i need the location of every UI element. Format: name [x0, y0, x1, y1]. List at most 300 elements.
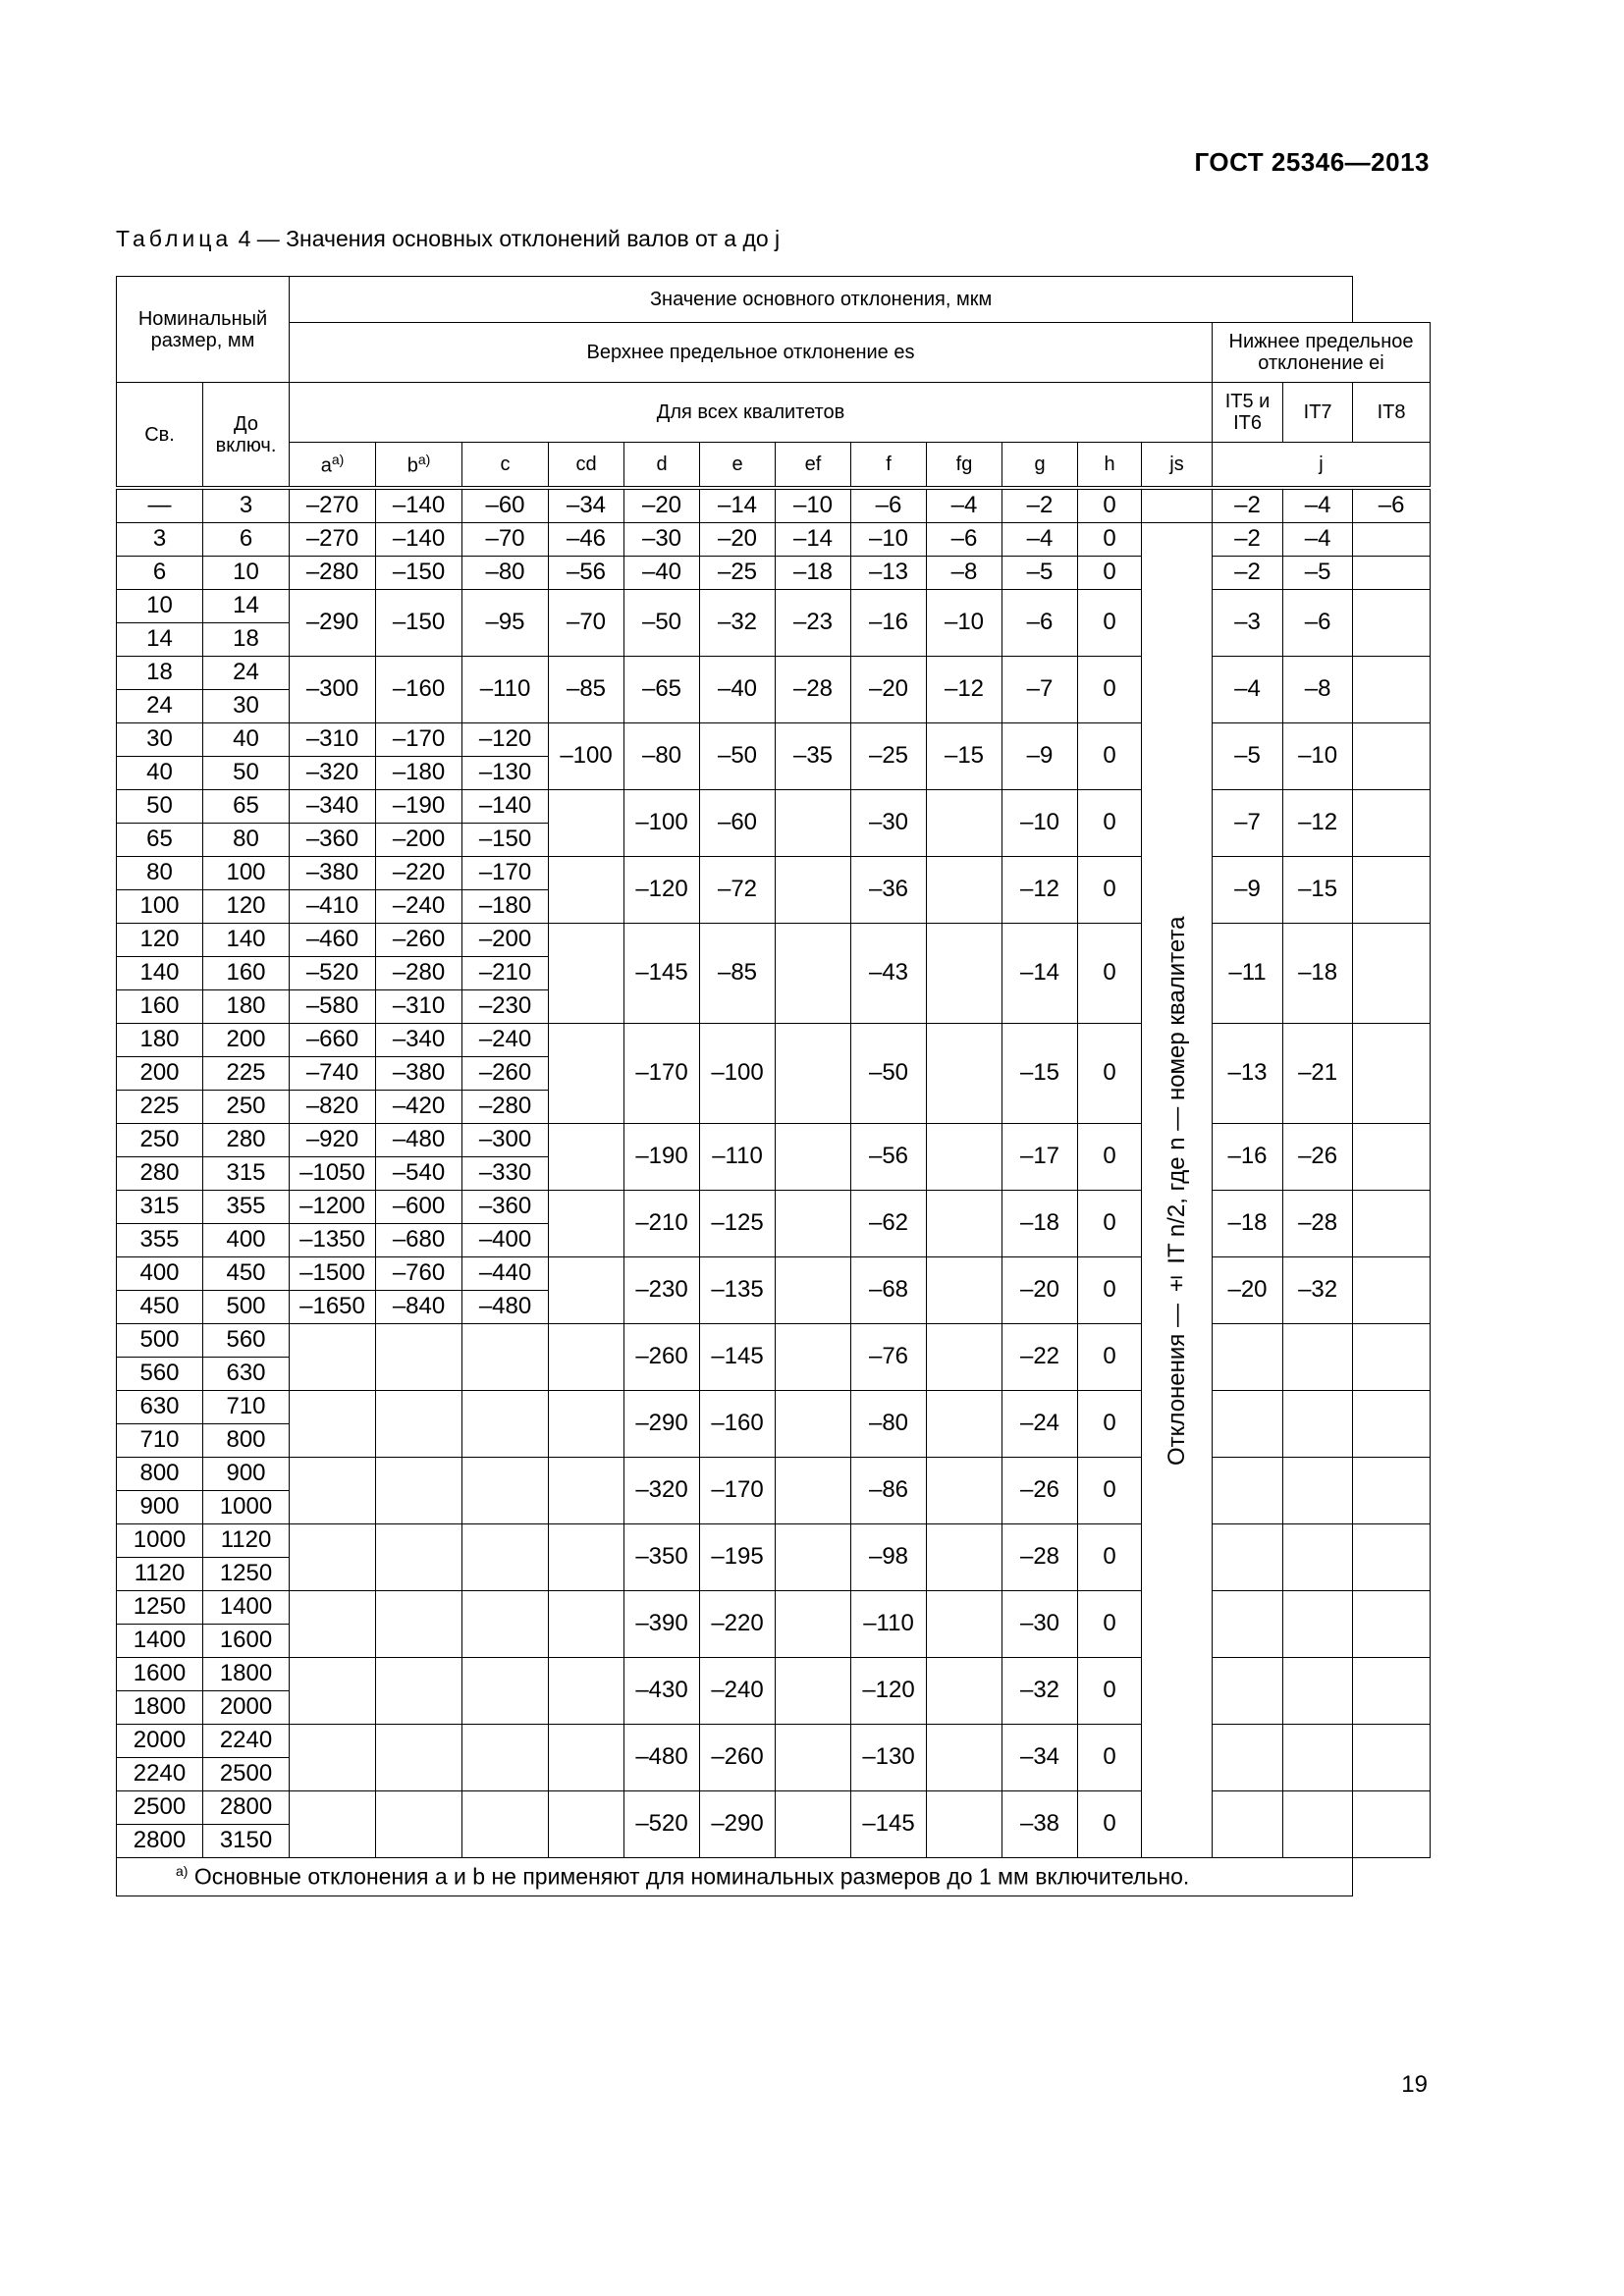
cell-cd: –70 [549, 590, 624, 657]
page-number: 19 [1401, 2071, 1428, 2098]
cell-g: –12 [1002, 857, 1078, 924]
header-all-grades: Для всех квалитетов [290, 383, 1213, 443]
header-col-js-label: js [1169, 454, 1184, 475]
cell-cd-empty [549, 1324, 624, 1391]
cell-j-it8-empty [1353, 590, 1431, 657]
cell-c-empty [462, 1391, 549, 1458]
cell-to: 3 [203, 488, 290, 523]
cell-fg: –12 [927, 657, 1002, 723]
cell-a: –1050 [290, 1157, 376, 1191]
cell-h: 0 [1078, 1124, 1142, 1191]
cell-cd-empty [549, 1791, 624, 1858]
cell-d: –50 [624, 590, 700, 657]
cell-j-it8-empty [1353, 1791, 1431, 1858]
cell-a: –380 [290, 857, 376, 890]
cell-fg-empty [927, 1725, 1002, 1791]
cell-f: –120 [851, 1658, 927, 1725]
cell-h: 0 [1078, 1391, 1142, 1458]
cell-from: 630 [117, 1391, 203, 1424]
header-col-c-label: c [500, 454, 511, 475]
cell-cd: –34 [549, 488, 624, 523]
cell-d: –30 [624, 523, 700, 557]
cell-to: 80 [203, 824, 290, 857]
cell-to: 65 [203, 790, 290, 824]
cell-cd: –56 [549, 557, 624, 590]
cell-j-it56: –18 [1213, 1191, 1283, 1257]
cell-ef: –28 [776, 657, 851, 723]
cell-from: 400 [117, 1257, 203, 1291]
cell-j-it8-empty [1353, 1658, 1431, 1725]
cell-a: –340 [290, 790, 376, 824]
cell-to: 225 [203, 1057, 290, 1091]
cell-to: 10 [203, 557, 290, 590]
cell-cd-empty [549, 1524, 624, 1591]
cell-d: –20 [624, 488, 700, 523]
cell-j-it7: –4 [1283, 523, 1353, 557]
cell-b: –160 [376, 657, 462, 723]
header-col-fg-label: fg [955, 454, 973, 475]
cell-h: 0 [1078, 1324, 1142, 1391]
cell-b: –140 [376, 523, 462, 557]
cell-cd-empty [549, 1391, 624, 1458]
header-col-a-label: a [320, 454, 332, 477]
cell-j-it56: –4 [1213, 657, 1283, 723]
cell-b: –480 [376, 1124, 462, 1157]
cell-f: –56 [851, 1124, 927, 1191]
cell-j-it8-empty [1353, 924, 1431, 1024]
cell-h: 0 [1078, 1791, 1142, 1858]
cell-j-it8-empty [1353, 1725, 1431, 1791]
cell-from: 100 [117, 890, 203, 924]
cell-fg-empty [927, 1391, 1002, 1458]
cell-fg-empty [927, 1257, 1002, 1324]
cell-to: 355 [203, 1191, 290, 1224]
cell-from: 250 [117, 1124, 203, 1157]
cell-g: –10 [1002, 790, 1078, 857]
cell-ef-empty [776, 857, 851, 924]
cell-to: 450 [203, 1257, 290, 1291]
header-col-cd-label: cd [575, 454, 597, 475]
cell-j-it8-empty [1353, 1524, 1431, 1591]
cell-to: 400 [203, 1224, 290, 1257]
cell-b-empty [376, 1324, 462, 1391]
cell-to: 50 [203, 757, 290, 790]
footnote [117, 1858, 1353, 1896]
cell-from: 355 [117, 1224, 203, 1257]
footnote-marker: а) [176, 1863, 189, 1880]
cell-to: 1400 [203, 1591, 290, 1625]
cell-b: –310 [376, 990, 462, 1024]
footnote-text: Основные отклонения a и b не применяют для номинальных размеров до 1 мм включительно. [193, 1863, 1190, 1890]
cell-j-it8-empty [1353, 523, 1431, 557]
cell-d: –120 [624, 857, 700, 924]
cell-from: 160 [117, 990, 203, 1024]
cell-a: –410 [290, 890, 376, 924]
cell-j-it8-empty [1353, 857, 1431, 924]
cell-cd-empty [549, 1458, 624, 1524]
cell-ef-empty [776, 1257, 851, 1324]
cell-from: 80 [117, 857, 203, 890]
cell-a: –300 [290, 657, 376, 723]
header-col-f-label: f [886, 454, 892, 475]
cell-a: –920 [290, 1124, 376, 1157]
cell-fg-empty [927, 1658, 1002, 1725]
cell-from: 710 [117, 1424, 203, 1458]
cell-from: 50 [117, 790, 203, 824]
cell-from: 120 [117, 924, 203, 957]
cell-b: –280 [376, 957, 462, 990]
cell-ef-empty [776, 1791, 851, 1858]
cell-g: –38 [1002, 1791, 1078, 1858]
header-col-a [290, 443, 376, 489]
cell-ef-empty [776, 924, 851, 1024]
cell-g: –24 [1002, 1391, 1078, 1458]
document-code: ГОСТ 25346—2013 [1194, 147, 1430, 177]
cell-j-it7-empty [1283, 1524, 1353, 1591]
cell-e: –170 [700, 1458, 776, 1524]
cell-d: –80 [624, 723, 700, 790]
cell-g: –5 [1002, 557, 1078, 590]
cell-to: 14 [203, 590, 290, 623]
cell-a: –320 [290, 757, 376, 790]
cell-to: 2240 [203, 1725, 290, 1758]
cell-b: –760 [376, 1257, 462, 1291]
cell-j-it56: –9 [1213, 857, 1283, 924]
cell-e: –40 [700, 657, 776, 723]
cell-f: –6 [851, 488, 927, 523]
cell-ef: –14 [776, 523, 851, 557]
cell-b: –340 [376, 1024, 462, 1057]
cell-c: –360 [462, 1191, 549, 1224]
cell-f: –130 [851, 1725, 927, 1791]
cell-j-it7: –12 [1283, 790, 1353, 857]
cell-g: –20 [1002, 1257, 1078, 1324]
cell-e: –85 [700, 924, 776, 1024]
cell-to: 1600 [203, 1625, 290, 1658]
cell-b-empty [376, 1524, 462, 1591]
cell-j-it56: –7 [1213, 790, 1283, 857]
cell-c: –110 [462, 657, 549, 723]
cell-ef-empty [776, 1458, 851, 1524]
cell-c-empty [462, 1524, 549, 1591]
header-col-j: j [1213, 443, 1431, 489]
cell-ef: –10 [776, 488, 851, 523]
cell-j-it8: –6 [1353, 488, 1431, 523]
cell-b: –140 [376, 488, 462, 523]
js-rotated-note: Отклонения — ± IT n/2, где n — номер квалитета [1142, 523, 1213, 1858]
cell-f: –13 [851, 557, 927, 590]
cell-a-empty [290, 1591, 376, 1658]
cell-j-it8-empty [1353, 1391, 1431, 1458]
cell-b-empty [376, 1391, 462, 1458]
cell-fg-empty [927, 924, 1002, 1024]
cell-a: –740 [290, 1057, 376, 1091]
cell-h: 0 [1078, 1591, 1142, 1658]
cell-f: –20 [851, 657, 927, 723]
cell-f: –68 [851, 1257, 927, 1324]
cell-c: –280 [462, 1091, 549, 1124]
cell-j-it8-empty [1353, 657, 1431, 723]
header-lower: Нижнее предельное отклонение ei [1213, 323, 1431, 383]
cell-f: –30 [851, 790, 927, 857]
cell-a-empty [290, 1725, 376, 1791]
cell-b: –190 [376, 790, 462, 824]
cell-j-it8-empty [1353, 1024, 1431, 1124]
cell-cd: –100 [549, 723, 624, 790]
cell-a: –360 [290, 824, 376, 857]
cell-from: 560 [117, 1358, 203, 1391]
cell-a: –310 [290, 723, 376, 757]
cell-to: 24 [203, 657, 290, 690]
cell-to: 900 [203, 1458, 290, 1491]
cell-g: –7 [1002, 657, 1078, 723]
cell-c: –200 [462, 924, 549, 957]
cell-e: –220 [700, 1591, 776, 1658]
cell-d: –210 [624, 1191, 700, 1257]
cell-j-it8-empty [1353, 557, 1431, 590]
cell-g: –34 [1002, 1725, 1078, 1791]
cell-j-it7: –5 [1283, 557, 1353, 590]
cell-b: –540 [376, 1157, 462, 1191]
cell-c: –210 [462, 957, 549, 990]
footnote-marker: а) [417, 451, 431, 467]
cell-from: 1120 [117, 1558, 203, 1591]
cell-c: –440 [462, 1257, 549, 1291]
header-from: Св. [117, 383, 203, 489]
cell-j-it8-empty [1353, 1257, 1431, 1324]
cell-to: 1000 [203, 1491, 290, 1524]
cell-from: 2500 [117, 1791, 203, 1825]
cell-ef-empty [776, 1725, 851, 1791]
cell-ef: –18 [776, 557, 851, 590]
cell-a: –660 [290, 1024, 376, 1057]
cell-g: –4 [1002, 523, 1078, 557]
cell-b: –600 [376, 1191, 462, 1224]
cell-to: 560 [203, 1324, 290, 1358]
cell-f: –86 [851, 1458, 927, 1524]
cell-cd-empty [549, 1257, 624, 1324]
cell-j-it56-empty [1213, 1791, 1283, 1858]
cell-h: 0 [1078, 723, 1142, 790]
cell-g: –22 [1002, 1324, 1078, 1391]
cell-from: 24 [117, 690, 203, 723]
cell-fg: –10 [927, 590, 1002, 657]
cell-d: –145 [624, 924, 700, 1024]
cell-h: 0 [1078, 590, 1142, 657]
cell-ef-empty [776, 1524, 851, 1591]
cell-j-it56-empty [1213, 1391, 1283, 1458]
cell-b: –150 [376, 590, 462, 657]
cell-c-empty [462, 1591, 549, 1658]
header-col-d-label: d [656, 454, 668, 475]
cell-j-it56: –2 [1213, 523, 1283, 557]
cell-j-it8-empty [1353, 723, 1431, 790]
cell-to: 100 [203, 857, 290, 890]
cell-from: 1800 [117, 1691, 203, 1725]
cell-e: –72 [700, 857, 776, 924]
cell-fg-empty [927, 1524, 1002, 1591]
caption-prefix: Таблица [116, 226, 233, 251]
cell-from: 3 [117, 523, 203, 557]
cell-j-it7: –4 [1283, 488, 1353, 523]
header-it7: IT7 [1283, 383, 1353, 443]
cell-from: — [117, 488, 203, 523]
cell-to: 3150 [203, 1825, 290, 1858]
cell-e: –145 [700, 1324, 776, 1391]
cell-j-it56-empty [1213, 1658, 1283, 1725]
cell-f: –50 [851, 1024, 927, 1124]
cell-e: –290 [700, 1791, 776, 1858]
cell-cd-empty [549, 1191, 624, 1257]
header-to: До включ. [203, 383, 290, 489]
cell-g: –17 [1002, 1124, 1078, 1191]
cell-from: 1600 [117, 1658, 203, 1691]
cell-f: –98 [851, 1524, 927, 1591]
cell-e: –60 [700, 790, 776, 857]
cell-fg-empty [927, 790, 1002, 857]
cell-j-it7-empty [1283, 1458, 1353, 1524]
cell-from: 500 [117, 1324, 203, 1358]
header-col-c [462, 443, 549, 489]
cell-j-it7-empty [1283, 1725, 1353, 1791]
cell-d: –40 [624, 557, 700, 590]
cell-h: 0 [1078, 1257, 1142, 1324]
cell-g: –14 [1002, 924, 1078, 1024]
cell-c: –150 [462, 824, 549, 857]
cell-c: –240 [462, 1024, 549, 1057]
cell-j-it7: –8 [1283, 657, 1353, 723]
cell-from: 2000 [117, 1725, 203, 1758]
cell-j-it7: –28 [1283, 1191, 1353, 1257]
header-col-d [624, 443, 700, 489]
cell-j-it56: –16 [1213, 1124, 1283, 1191]
cell-f: –76 [851, 1324, 927, 1391]
cell-j-it56: –2 [1213, 488, 1283, 523]
cell-j-it7-empty [1283, 1324, 1353, 1391]
cell-to: 120 [203, 890, 290, 924]
cell-ef-empty [776, 1324, 851, 1391]
cell-f: –10 [851, 523, 927, 557]
cell-from: 1000 [117, 1524, 203, 1558]
cell-b-empty [376, 1791, 462, 1858]
cell-c-empty [462, 1725, 549, 1791]
cell-h: 0 [1078, 1725, 1142, 1791]
cell-a: –580 [290, 990, 376, 1024]
cell-b: –200 [376, 824, 462, 857]
caption-text: 4 — Значения основных отклонений валов от a до j [238, 226, 781, 251]
cell-j-it7: –15 [1283, 857, 1353, 924]
cell-j-it7-empty [1283, 1658, 1353, 1725]
cell-from: 18 [117, 657, 203, 690]
cell-fg-empty [927, 1191, 1002, 1257]
cell-c: –230 [462, 990, 549, 1024]
cell-h: 0 [1078, 1458, 1142, 1524]
cell-cd: –46 [549, 523, 624, 557]
cell-from: 140 [117, 957, 203, 990]
cell-ef-empty [776, 1024, 851, 1124]
cell-to: 160 [203, 957, 290, 990]
cell-from: 2800 [117, 1825, 203, 1858]
cell-cd-empty [549, 1024, 624, 1124]
header-it8: IT8 [1353, 383, 1431, 443]
cell-a: –460 [290, 924, 376, 957]
cell-fg-empty [927, 1124, 1002, 1191]
cell-b: –220 [376, 857, 462, 890]
cell-j-it7-empty [1283, 1391, 1353, 1458]
cell-ef: –23 [776, 590, 851, 657]
cell-e: –135 [700, 1257, 776, 1324]
cell-from: 6 [117, 557, 203, 590]
cell-c: –80 [462, 557, 549, 590]
cell-f: –62 [851, 1191, 927, 1257]
cell-ef-empty [776, 1591, 851, 1658]
cell-h: 0 [1078, 1524, 1142, 1591]
cell-c: –480 [462, 1291, 549, 1324]
cell-to: 200 [203, 1024, 290, 1057]
cell-f: –36 [851, 857, 927, 924]
cell-j-it7: –21 [1283, 1024, 1353, 1124]
cell-h: 0 [1078, 1024, 1142, 1124]
header-col-ef-label: ef [804, 454, 822, 475]
cell-j-it56: –2 [1213, 557, 1283, 590]
cell-to: 2500 [203, 1758, 290, 1791]
cell-j-it8-empty [1353, 1324, 1431, 1391]
cell-d: –430 [624, 1658, 700, 1725]
cell-from: 1250 [117, 1591, 203, 1625]
cell-c: –180 [462, 890, 549, 924]
cell-b: –680 [376, 1224, 462, 1257]
cell-f: –80 [851, 1391, 927, 1458]
cell-j-it56: –11 [1213, 924, 1283, 1024]
cell-b-empty [376, 1591, 462, 1658]
cell-to: 18 [203, 623, 290, 657]
cell-to: 1800 [203, 1658, 290, 1691]
cell-a-empty [290, 1324, 376, 1391]
cell-from: 200 [117, 1057, 203, 1091]
cell-h: 0 [1078, 924, 1142, 1024]
cell-b: –150 [376, 557, 462, 590]
cell-from: 1400 [117, 1625, 203, 1658]
cell-h: 0 [1078, 523, 1142, 557]
cell-a: –1650 [290, 1291, 376, 1324]
header-col-f [851, 443, 927, 489]
header-col-e-label: e [731, 454, 743, 475]
cell-c-empty [462, 1658, 549, 1725]
cell-d: –390 [624, 1591, 700, 1658]
cell-a: –820 [290, 1091, 376, 1124]
cell-d: –350 [624, 1524, 700, 1591]
header-nominal: Номинальный размер, мм [117, 277, 290, 383]
header-col-h-label: h [1104, 454, 1115, 475]
cell-g: –18 [1002, 1191, 1078, 1257]
cell-to: 1120 [203, 1524, 290, 1558]
cell-j-it8-empty [1353, 1458, 1431, 1524]
cell-j-it56-empty [1213, 1524, 1283, 1591]
cell-fg-empty [927, 1791, 1002, 1858]
cell-d: –100 [624, 790, 700, 857]
cell-b: –170 [376, 723, 462, 757]
cell-fg: –15 [927, 723, 1002, 790]
header-upper: Верхнее предельное отклонение es [290, 323, 1213, 383]
cell-b: –420 [376, 1091, 462, 1124]
table-caption [116, 226, 780, 252]
cell-h: 0 [1078, 1658, 1142, 1725]
cell-d: –320 [624, 1458, 700, 1524]
cell-j-it56-empty [1213, 1324, 1283, 1391]
cell-fg-empty [927, 1458, 1002, 1524]
header-col-ef [776, 443, 851, 489]
cell-from: 180 [117, 1024, 203, 1057]
